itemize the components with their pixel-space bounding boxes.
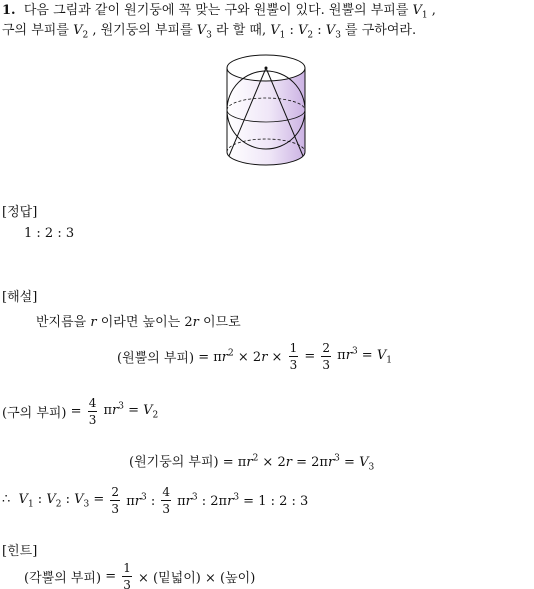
explanation-label: [해설]: [2, 290, 38, 305]
cylinder-volume-equation: (원기둥의 부피) = $\pi r^2 \times 2r = 2\pi r^3 = V_3$: [129, 453, 375, 473]
ratio-equation: ∴ $V_1$ : $V_2$ : $V_3$ = $\frac{2}{3}$ $\pi r^3$ : $\frac{4}{3}$ $\pi r^3$ : $2\pi r^3 = 1$ : 2 : 3: [2, 485, 309, 516]
cone-volume-equation: (원뿔의 부피) = $\pi r^2 \times 2r$ × $\frac{1}{3}$ = $\frac{2}{3}$ $\pi r^3 = V_1$: [117, 341, 392, 372]
sphere-volume-label: (구의 부피): [2, 406, 67, 421]
problem-line-1: 1. 다음 그림과 같이 원기둥에 꼭 맞는 구와 원뿔이 있다. 원뿔의 부피를 $V_1$ ,: [2, 3, 436, 21]
answer-value: 1 : 2 : 3: [24, 226, 75, 241]
explanation-intro: 반지름을 r 이라면 높이는 2r 이므로: [36, 315, 241, 330]
hint-equation: (각뿔의 부피) = $\frac{1}{3}$ × (밑넓이) × (높이): [24, 561, 256, 589]
hint-cone-label: (각뿔의 부피): [24, 571, 102, 586]
hint-expr: × (밑넓이) × (높이): [138, 571, 256, 586]
cylinder-figure: [220, 52, 312, 172]
hint-label: [힌트]: [2, 544, 38, 559]
sphere-volume-equation: (구의 부피) = $\frac{4}{3}$ $\pi r^3 = V_2$: [2, 396, 159, 427]
problem-number: 1.: [2, 3, 16, 18]
cone-apex: [265, 67, 268, 70]
problem-line-2: 구의 부피를 $V_2$ , 원기둥의 부피를 $V_3$ 라 할 때, $V_1$ : $V_2$ : $V_3$ 를 구하여라.: [2, 23, 417, 41]
answer-label: [정답]: [2, 205, 38, 220]
cone-volume-label: (원뿔의 부피): [117, 351, 195, 366]
cylinder-volume-label: (원기둥의 부피): [129, 455, 219, 470]
